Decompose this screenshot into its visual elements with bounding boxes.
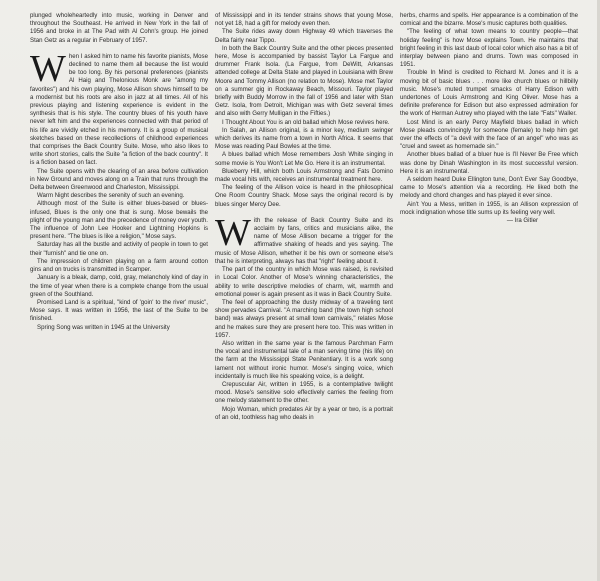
paragraph-text: Spring Song was written in 1945 at the University [37,323,170,331]
paragraph [30,258,208,274]
paragraph-text: The feeling of the Allison voice is heard in the philosophical One Room Country Shack. Mose says the original record is by blues singer Mercy Dee. [215,184,393,208]
paragraph [400,151,578,176]
paragraph-text: ith the release of Back Country Suite and its acclaim by fans, critics and musicians alike, the name of Mose Allison became a trigger for the affirmative shaking of heads and yes saying. The music of Mose Allison, whether it be his own or someone else's that he is interpreting, always has that "right" feeling about it. [215,216,393,265]
paragraph-text: The Suite opens with the clearing of an area before cultivation in New Ground and moves along on a Train that runs through the Delta between Greenwood and Charleston, Mississippi. [30,167,208,192]
paragraph-text: Crepuscular Air, written in 1955, is a contemplative twilight mood. Mose's sensitive solo effectively carries the feeling from one melody statement to the other. [215,380,393,405]
paragraph [30,324,208,332]
paragraph-text: "The feeling of what town means to country people—that holiday feeling" is how Mose explains Town. He maintains that bright feeling in this last daub of local color which also has a bit of interplay between piano and drums. Town was composed in 1951. [400,28,578,69]
paragraph-text: In both the Back Country Suite and the other pieces presented here, Mose is accompanied by bassist Taylor La Fargue and drummer Frank Isola. (La Fargue, from DeWitt, Arkansas attended college at Delta State and played in Louisiana with Brew Moore and Tommy Allison (no relation to Mose). Mose met Taylor on a summer gig in Rockaway Beach, Missouri. Taylor played briefly with Buddy Morrow in the fall of 1956 and later with Stan Getz. Isola, from Detroit, Michigan was with Getz several times and also with Gerry Mulligan in the Fifties.) [215,44,393,118]
paragraph [30,241,208,257]
paragraph [215,266,393,299]
paragraph-text: Warm Night describes the serenity of such an evening. [37,192,185,200]
paragraph [400,201,578,217]
paragraph-text: Although most of the Suite is either blues-based or blues-infused, Blues is the only one that is sung. Mose bewails the plight of the young man and the precedence of money over youth. The influence of John Lee Hooker and Lightning Hopkins is present here. "The blues is like a religion," Mose says. [30,200,208,241]
paragraph [30,12,208,45]
paragraph-text: Promised Land is a spiritual, "kind of 'goin' to the river' music", Mose says. It was written in 1956, the last of the Suite to be finished. [30,298,208,323]
paragraph [215,168,393,184]
paragraph-text: A blues ballad which Mose remembers Josh White singing in some movie is You Won't Let Me Go. Here it is an instrumental. [215,151,393,167]
paragraph-text: I Thought About You is an old ballad which Mose revives here. [222,118,390,126]
drop-cap: W [215,211,251,254]
drop-cap: W [30,47,66,90]
paragraph-text: January is a bleak, damp, cold, gray, melancholy kind of day in the time of year when there is a complete change from the usual green of the Southland. [30,274,208,298]
paragraph-text: The impression of children playing on a farm around cotton gins and on trucks is transmitted in Scamper. [30,257,208,274]
paragraph-text: Saturday has all the bustle and activity of people in town to get their "furnish" and tie one on. [30,241,208,257]
paragraph [400,119,578,152]
paragraph-text: hen I asked him to name his favorite pianists, Mose declined to name them all because the list would be too long. By his personal preferences (pianists Al Haig and Thelonious Monk are "among my favorites") and his own playing, Mose Allison shows himself to be a modernist but his roots are also in jazz at all times. All of his previous playing and listening experience is evident in the synthesis that is his style. The country blues of his youth have never left him and the experiences connected with that period of his life are vividly etched in his memory. It is a group of musical sketches based on these recollections of childhood experiences that comprises the Back Country Suite. Mose, who also likes to write short stories, calls the Suite "a fiction of the back country". It is a fiction based on fact. [30,52,208,167]
paragraph [215,381,393,406]
paragraph [30,200,208,241]
paragraph [215,151,393,167]
author-signature: — Ira Gitler [506,217,538,225]
paragraph [215,28,393,44]
paragraph [215,12,393,28]
paragraph [215,45,393,119]
paragraph [400,12,578,28]
paragraph-text: Mojo Woman, which predates Air by a year or two, is a portrait of an old, toothless hag who deals in [215,405,393,421]
paragraph-text: The Suite rides away down Highway 49 which traverses the Delta fairly near Tippo. [215,28,393,44]
paragraph-text: In Salah, an Allison original, is a minor key, medium swinger which derives its name from a town in North Africa. It seems that Mose was reading Paul Bowles at the time. [215,126,393,151]
paragraph [215,119,393,127]
column-2 [215,12,393,422]
paragraph-text: Ain't You a Mess, written in 1955, is an Allison expression of mock indignation whose title sums up its feeling very well. [400,200,578,216]
paragraph [400,176,578,201]
paragraph-text: Also written in the same year is the famous Parchman Farm the vocal and instrumental tale of a man serving time (his life) on the farm at the Mississippi State Penitentiary. It is a work song lament not without ironic humor. Mose's singing voice, which incidentally is much like his speaking voice, is a delight. [215,339,393,380]
paragraph [215,406,393,422]
paragraph [30,47,208,168]
paragraph-text: Another blues ballad of a bluer hue is I'll Never Be Free which was done by Dinah Washington in its most successful version. Here it is an instrumental. [400,151,578,175]
paragraph-text: plunged wholeheartedly into music, working in Denver and throughout the Southeast. He arrived in New York in the fall of 1956 and broke in at The Pad with Al Cohn's group. He joined Stan Getz as a regular in February of 1957. [30,12,208,44]
paragraph-text: Trouble In Mind is credited to Richard M. Jones and it is a moving bit of basic blues . . . more like church blues or hillbilly music. Mose's muted trumpet smacks of Harry Edison with undertones of Louis Armstrong and King Oliver. Mose has a definite preference for Edison but also expressed admiration for the work of Herman Autrey who played with the late "Fats" Waller. [400,69,578,118]
paragraph [215,211,393,266]
paragraph [400,28,578,69]
paragraph-text: Lost Mind is an early Percy Mayfield blues ballad in which Mose pleads convincingly for someone (female) to help him get over the effects of "a devil with the face of an angel" who was as "cruel and sweet as homemade sin." [400,118,578,151]
paragraph [400,69,578,118]
paragraph [215,127,393,152]
paragraph [30,192,208,200]
paragraph-text: A seldom heard Duke Ellington tune, Don't Ever Say Goodbye, came to Mose's attention via a recording. He liked both the melody and chord changes and has played it ever since. [400,176,578,200]
paragraph-text: of Mississippi and in its tender strains shows that young Mose, not yet 18, had a gift for melody even then. [215,12,393,28]
paragraph-text: The feel of approaching the dusty midway of a traveling tent show pervades Carnival. "A marching band (the town high school band) was always present at small town carnivals," relates Mose and he makes sure they are present here too. This was written in 1957. [215,298,393,339]
paragraph [30,299,208,324]
paragraph [215,184,393,209]
column-3 [400,12,578,225]
paragraph-text: herbs, charms and spells. Her appearance is a combination of the comical and the bizarre. Mose's music captures both qualities. [400,12,578,28]
paragraph [30,274,208,299]
paragraph [215,340,393,381]
column-1 [30,12,208,332]
paragraph [215,299,393,340]
paragraph [30,168,208,193]
paragraph-text: Blueberry Hill, which both Louis Armstrong and Fats Domino made vocal hits with, receives an instrumental treatment here. [215,167,393,184]
paragraph-text: The part of the country in which Mose was raised, is revisited in Local Color. Another of Mose's winning characteristics, the ability to write descriptive melodies of charm, wit, warmth and emotional power is again present as it was in Back Country Suite. [215,266,393,298]
